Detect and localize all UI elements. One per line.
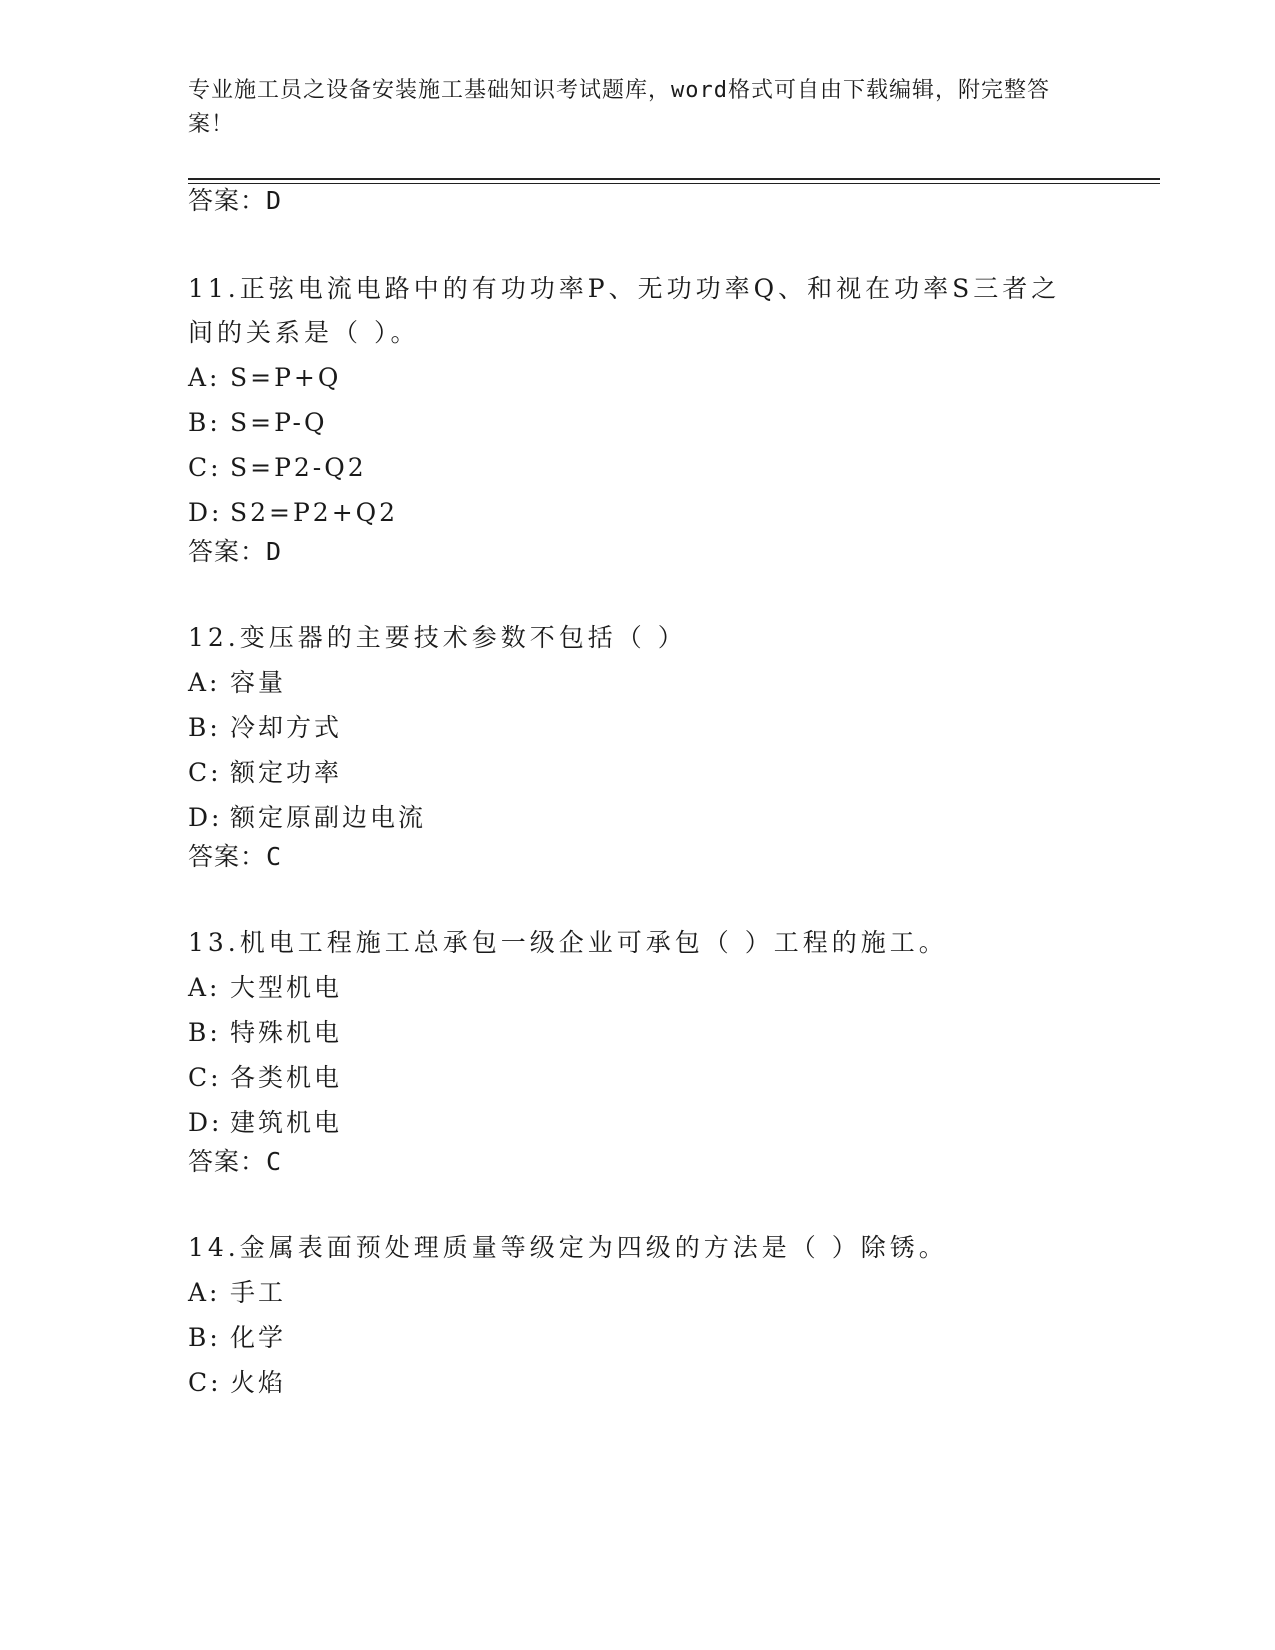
- answer-value: C: [266, 1147, 283, 1176]
- option-key: C:: [188, 1063, 222, 1092]
- option-text: 各类机电: [230, 1063, 343, 1092]
- option-b: [188, 400, 1160, 445]
- option-a: [188, 1270, 1160, 1315]
- option-text: 特殊机电: [230, 1018, 343, 1047]
- answer-line: [188, 1147, 1160, 1177]
- option-b: [188, 1315, 1160, 1360]
- option-text: 火焰: [230, 1368, 287, 1397]
- option-c: [188, 750, 1160, 795]
- option-text: 大型机电: [230, 973, 343, 1002]
- option-d: [188, 1100, 1160, 1145]
- option-text: S2=P2+Q2: [230, 498, 399, 527]
- option-key: D:: [188, 1108, 223, 1137]
- option-key: A:: [188, 1278, 221, 1307]
- option-key: D:: [188, 498, 223, 527]
- option-key: A:: [188, 668, 221, 697]
- question-14: [188, 1226, 1160, 1405]
- question-text: 13.机电工程施工总承包一级企业可承包（ ）工程的施工。: [188, 928, 948, 957]
- option-key: A:: [188, 973, 221, 1002]
- option-key: B:: [188, 408, 221, 437]
- option-text: 化学: [230, 1323, 287, 1352]
- option-a: [188, 660, 1160, 705]
- option-key: C:: [188, 453, 222, 482]
- question-text: 11.正弦电流电路中的有功功率P、无功功率Q、和视在功率S三者之间的关系是（ ）。: [188, 274, 1061, 347]
- option-text: S=P2-Q2: [230, 453, 367, 482]
- option-key: B:: [188, 1323, 221, 1352]
- option-a: [188, 965, 1160, 1010]
- answer-label: 答案：: [188, 1147, 267, 1176]
- option-key: C:: [188, 758, 222, 787]
- question-11: [188, 267, 1160, 567]
- answer-value: C: [266, 842, 283, 871]
- question-text: 14.金属表面预处理质量等级定为四级的方法是（ ）除锈。: [188, 1233, 948, 1262]
- answer-label: 答案：: [188, 842, 267, 871]
- header-divider-thin: [188, 183, 1160, 184]
- question-text: 12.变压器的主要技术参数不包括（ ）: [188, 623, 687, 652]
- answer-value: D: [266, 537, 283, 566]
- option-key: B:: [188, 1018, 221, 1047]
- option-text: S=P-Q: [230, 408, 328, 437]
- option-b: [188, 1010, 1160, 1055]
- option-text: 建筑机电: [230, 1108, 343, 1137]
- header-divider-thick: [188, 178, 1160, 180]
- option-key: A:: [188, 363, 221, 392]
- document-header: 专业施工员之设备安装施工基础知识考试题库，word格式可自由下载编辑，附完整答案！: [188, 78, 1050, 137]
- option-a: [188, 355, 1160, 400]
- answer-label: 答案：: [188, 537, 267, 566]
- option-text: 冷却方式: [230, 713, 343, 742]
- option-text: 额定功率: [230, 758, 343, 787]
- option-key: B:: [188, 713, 221, 742]
- answer-line: [188, 186, 1160, 216]
- option-c: [188, 1055, 1160, 1100]
- question-12: [188, 616, 1160, 872]
- option-d: [188, 490, 1160, 535]
- option-text: 手工: [230, 1278, 287, 1307]
- answer-line: [188, 537, 1160, 567]
- answer-line: [188, 842, 1160, 872]
- option-c: [188, 445, 1160, 490]
- option-d: [188, 795, 1160, 840]
- answer-label: 答案：: [188, 186, 267, 215]
- option-c: [188, 1360, 1160, 1405]
- option-text: 容量: [230, 668, 287, 697]
- option-text: 额定原副边电流: [230, 803, 427, 832]
- option-key: D:: [188, 803, 223, 832]
- option-b: [188, 705, 1160, 750]
- answer-value: D: [266, 186, 283, 215]
- option-text: S=P+Q: [230, 363, 342, 392]
- option-key: C:: [188, 1368, 222, 1397]
- question-13: [188, 921, 1160, 1177]
